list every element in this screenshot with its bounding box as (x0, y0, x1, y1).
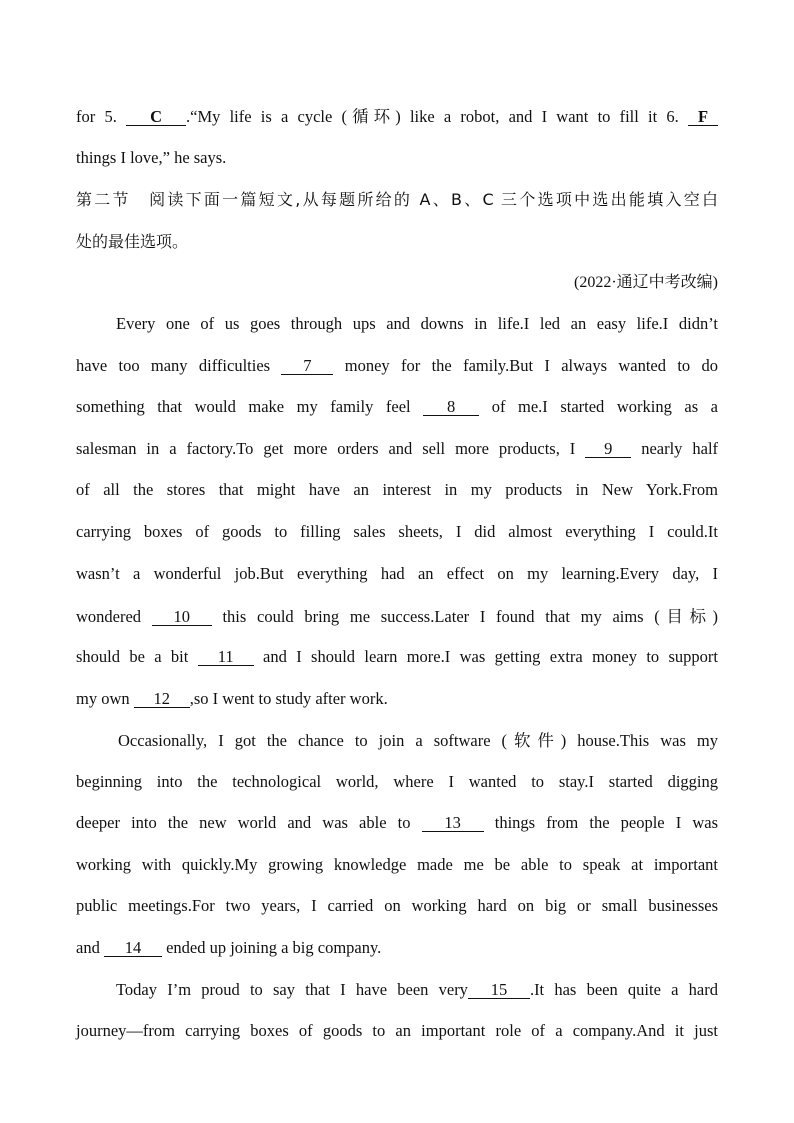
section-heading: 第二节 阅读下面一篇短文,从每题所给的 A、B、C 三个选项中选出能填入空白 (76, 190, 718, 209)
text-line: salesman in a factory.To get more orders and sell more products, I 9 nearly half (76, 439, 719, 458)
text-line: for 5. C .“My life is a cycle (循环) like a robot, and I want to fill it 6. F (76, 106, 718, 128)
text-line: my own 12 ,so I went to study after work. (76, 689, 388, 708)
answer-blank-9[interactable]: 9 (585, 440, 631, 458)
section-heading-cont: 处的最佳选项。 (76, 232, 189, 251)
text-line: Occasionally, I got the chance to join a software (软件) house.This was my (118, 731, 718, 750)
source-note: (2022·通辽中考改编) (574, 274, 718, 291)
text-line: wondered 10 this could bring me success.Later I found that my aims (目标) (76, 607, 719, 626)
text-line: have too many difficulties 7 money for the family.But I always wanted to do (76, 356, 719, 375)
answer-blank-15[interactable]: 15 (468, 981, 530, 999)
text-line: Every one of us goes through ups and downs in life.I led an easy life.I didn’t (116, 314, 718, 333)
text-line: beginning into the technological world, where I wanted to stay.I started digging (76, 772, 718, 791)
text-line: deeper into the new world and was able to 13 things from the people I was (76, 813, 719, 832)
answer-blank-5: C (126, 108, 186, 126)
answer-blank-14[interactable]: 14 (104, 939, 162, 957)
answer-blank-7[interactable]: 7 (281, 357, 333, 375)
text-line: carrying boxes of goods to filling sales sheets, I did almost everything I could.It (76, 522, 718, 541)
text-line: should be a bit 11 and I should learn more.I was getting extra money to support (76, 647, 718, 666)
answer-blank-12[interactable]: 12 (134, 690, 190, 708)
text-line: of all the stores that might have an interest in my products in New York.From (76, 480, 718, 499)
text-line: something that would make my family feel 8 of me.I started working as a (76, 397, 719, 416)
text-line: public meetings.For two years, I carried on working hard on big or small businesses (76, 896, 718, 915)
text-line: things I love,” he says. (76, 148, 227, 167)
answer-blank-10[interactable]: 10 (152, 608, 212, 626)
text-line: and 14 ended up joining a big company. (76, 938, 382, 957)
text-line: journey—from carrying boxes of goods to an important role of a company.And it just (76, 1021, 718, 1040)
answer-blank-6: F (688, 108, 718, 126)
answer-blank-11[interactable]: 11 (198, 648, 254, 666)
text-line: working with quickly.My growing knowledge made me be able to speak at important (76, 855, 718, 874)
text-line: wasn’t a wonderful job.But everything had an effect on my learning.Every day, I (76, 564, 718, 583)
answer-blank-8[interactable]: 8 (423, 398, 479, 416)
answer-blank-13[interactable]: 13 (422, 814, 484, 832)
text-line: Today I’m proud to say that I have been very 15 .It has been quite a hard (116, 980, 718, 999)
